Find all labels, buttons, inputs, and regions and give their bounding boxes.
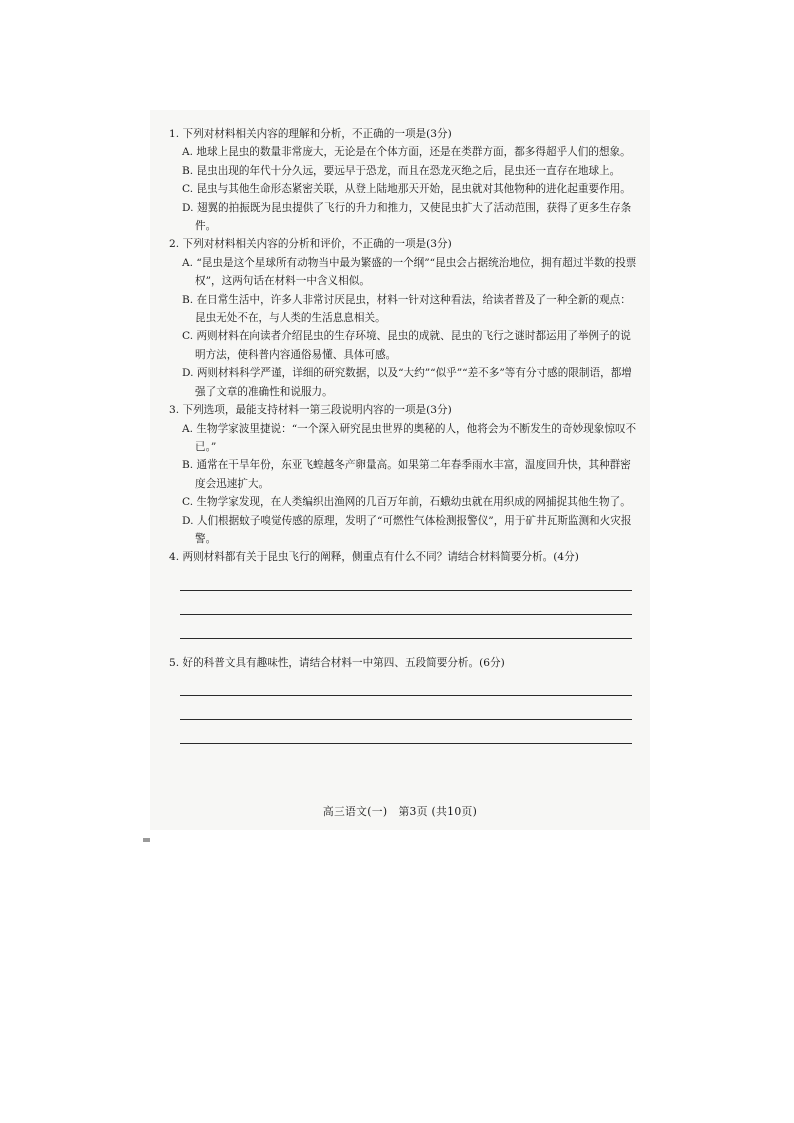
answer-line[interactable] <box>180 720 632 744</box>
question-stem: 4. 两则材料都有关于昆虫飞行的阐释，侧重点有什么不同？请结合材料简要分析。(4分) <box>169 551 579 564</box>
option-d: D. 翅翼的拍振既为昆虫提供了飞行的升力和推力，又使昆虫扩大了活动范围，获得了更多生存条件。 <box>182 201 632 233</box>
option-a: A. 地球上昆虫的数量非常庞大，无论是在个体方面，还是在类群方面，都多得超乎人们的想象。 <box>182 146 631 159</box>
answer-line[interactable] <box>180 591 632 615</box>
question-stem: 1. 下列对材料相关内容的理解和分析，不正确的一项是(3分) <box>169 128 452 140</box>
question-stem: 5. 好的科普文具有趣味性，请结合材料一中第四、五段简要分析。(6分) <box>169 656 505 669</box>
option-d: D. 两则材料科学严谨，详细的研究数据，以及“大约”“似乎”“差不多”等有分寸感的限制语，都增强了文章的准确性和说服力。 <box>182 367 632 398</box>
answer-line[interactable] <box>180 696 632 720</box>
question-4 <box>165 548 637 638</box>
question-stem: 3. 下列选项，最能支持材料一第三段说明内容的一项是(3分) <box>169 404 452 417</box>
answer-area[interactable] <box>165 672 637 744</box>
page-footer: 高三语文(一) 第3页 (共10页) <box>322 805 478 818</box>
answer-area[interactable] <box>165 567 637 639</box>
question-2 <box>165 235 637 401</box>
option-c: C. 昆虫与其他生命形态紧密关联，从登上陆地那天开始，昆虫就对其他物种的进化起重要作用。 <box>182 183 631 196</box>
question-1 <box>165 125 637 235</box>
option-a: A. 生物学家波里捷说：“一个深入研究昆虫世界的奥秘的人，他将会为不断发生的奇妙现象惊叹不已。” <box>182 422 637 453</box>
question-5 <box>165 654 637 744</box>
question-stem: 2. 下列对材料相关内容的分析和评价，不正确的一项是(3分) <box>169 238 452 251</box>
option-c: C. 生物学家发现，在人类编织出渔网的几百万年前，石蛾幼虫就在用织成的网捕捉其他生物了。 <box>182 496 631 509</box>
option-a: A. “昆虫是这个星球所有动物当中最为繁盛的一个纲”“昆虫会占据统治地位，拥有超过半数的投票权”，这两句话在材料一中含义相似。 <box>182 256 637 288</box>
option-b: B. 通常在干旱年份，东亚飞蝗越冬产卵量高。如果第二年春季雨水丰富，温度回升快，其种群密度会迅速扩大。 <box>182 459 631 490</box>
answer-line[interactable] <box>180 672 632 696</box>
option-b: B. 昆虫出现的年代十分久远，要远早于恐龙，而且在恐龙灭绝之后，昆虫还一直存在地球上。 <box>182 164 621 177</box>
exam-content <box>165 125 637 744</box>
scan-mark <box>143 838 150 842</box>
answer-line[interactable] <box>180 615 632 639</box>
option-c: C. 两则材料在向读者介绍昆虫的生存环境、昆虫的成就、昆虫的飞行之谜时都运用了举例子的说明方法，使科普内容通俗易懂、具体可感。 <box>182 330 631 361</box>
option-d: D. 人们根据蚊子嗅觉传感的原理，发明了“可燃性气体检测报警仪”，用于矿井瓦斯监测和火灾报警。 <box>182 514 632 545</box>
option-b: B. 在日常生活中，许多人非常讨厌昆虫，材料一针对这种看法，给读者普及了一种全新的观点：昆虫无处不在，与人类的生活息息相关。 <box>182 293 631 325</box>
question-3 <box>165 401 637 548</box>
answer-line[interactable] <box>180 567 632 591</box>
